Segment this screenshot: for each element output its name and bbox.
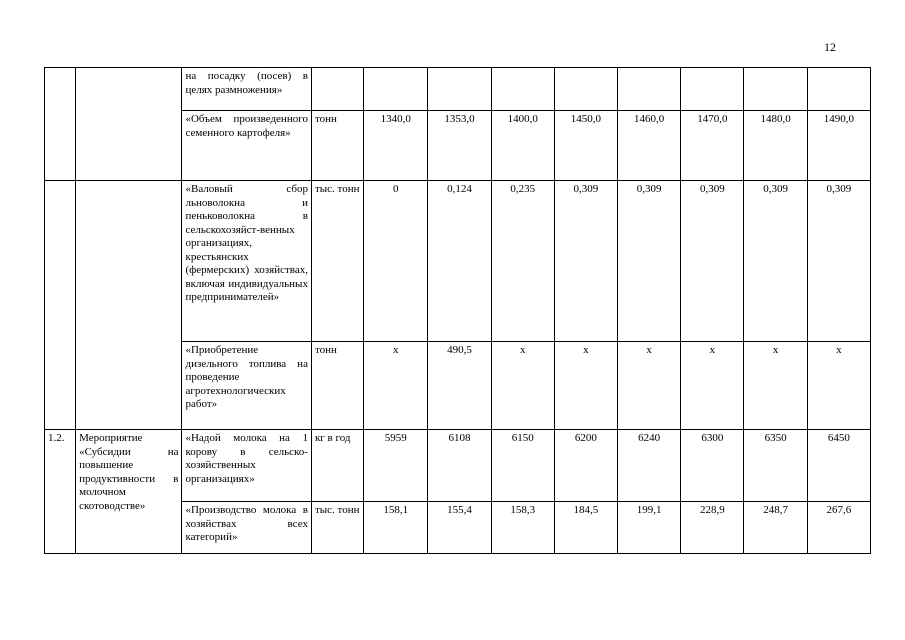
value-cell <box>428 68 491 111</box>
value-cell <box>681 68 744 111</box>
value-cell: 1450,0 <box>554 111 617 181</box>
value-cell: 1470,0 <box>681 111 744 181</box>
indicators-table <box>44 67 871 554</box>
value-cell: 0,309 <box>681 181 744 342</box>
value-cell: 6240 <box>618 430 681 502</box>
value-cell <box>618 68 681 111</box>
value-cell: х <box>744 342 807 430</box>
indicator-cell: на посадку (посев) в целях размножения» <box>182 68 311 111</box>
value-cell <box>744 68 807 111</box>
value-cell: 228,9 <box>681 502 744 554</box>
value-cell: 0 <box>364 181 428 342</box>
value-cell: х <box>681 342 744 430</box>
value-cell: 1480,0 <box>744 111 807 181</box>
value-cell: 0,235 <box>491 181 554 342</box>
value-cell: 0,309 <box>807 181 870 342</box>
value-cell: 6200 <box>554 430 617 502</box>
number-cell <box>45 68 76 181</box>
value-cell: 6150 <box>491 430 554 502</box>
indicator-cell: «Валовый сбор льноволокна и пеньковолокна в сельскохозяйст-венных организациях, крестьянских (фермерских) хозяйствах, включая индивидуальных предпринимателей» <box>182 181 311 342</box>
value-cell: х <box>364 342 428 430</box>
number-cell <box>45 181 76 430</box>
measure-cell <box>76 68 182 181</box>
unit-cell: тонн <box>311 111 363 181</box>
value-cell: 248,7 <box>744 502 807 554</box>
indicator-cell: «Производство молока в хозяйствах всех категорий» <box>182 502 311 554</box>
value-cell <box>807 68 870 111</box>
value-cell: 0,309 <box>744 181 807 342</box>
value-cell <box>554 68 617 111</box>
value-cell: 158,3 <box>491 502 554 554</box>
measure-title-cell: Мероприятие «Субсидии на повышение продуктивности в молочном скотоводстве» <box>76 430 182 554</box>
value-cell: 6450 <box>807 430 870 502</box>
table-row <box>45 68 871 111</box>
value-cell: 155,4 <box>428 502 491 554</box>
value-cell: 6108 <box>428 430 491 502</box>
value-cell: 490,5 <box>428 342 491 430</box>
indicator-cell: «Приобретение дизельного топлива на проведение агротехнологических работ» <box>182 342 311 430</box>
value-cell: 5959 <box>364 430 428 502</box>
value-cell: х <box>807 342 870 430</box>
measure-cell <box>76 181 182 430</box>
value-cell: 1400,0 <box>491 111 554 181</box>
value-cell <box>364 68 428 111</box>
value-cell: 0,309 <box>554 181 617 342</box>
value-cell: 199,1 <box>618 502 681 554</box>
unit-cell: кг в год <box>311 430 363 502</box>
value-cell: 1490,0 <box>807 111 870 181</box>
value-cell: х <box>491 342 554 430</box>
page-number: 12 <box>824 40 836 54</box>
table-row <box>45 181 871 342</box>
indicator-cell: «Объем произведенного семенного картофеля» <box>182 111 311 181</box>
value-cell: 6350 <box>744 430 807 502</box>
value-cell: х <box>554 342 617 430</box>
unit-cell: тонн <box>311 342 363 430</box>
value-cell: 6300 <box>681 430 744 502</box>
value-cell: х <box>618 342 681 430</box>
unit-cell: тыс. тонн <box>311 181 363 342</box>
value-cell: 0,309 <box>618 181 681 342</box>
value-cell: 0,124 <box>428 181 491 342</box>
value-cell: 184,5 <box>554 502 617 554</box>
indicator-cell: «Надой молока на 1 корову в сельско-хозяйственных организациях» <box>182 430 311 502</box>
value-cell: 267,6 <box>807 502 870 554</box>
value-cell: 158,1 <box>364 502 428 554</box>
unit-cell <box>311 68 363 111</box>
value-cell: 1340,0 <box>364 111 428 181</box>
value-cell <box>491 68 554 111</box>
value-cell: 1353,0 <box>428 111 491 181</box>
group-number-cell: 1.2. <box>45 430 76 554</box>
table-row <box>45 430 871 502</box>
value-cell: 1460,0 <box>618 111 681 181</box>
unit-cell: тыс. тонн <box>311 502 363 554</box>
